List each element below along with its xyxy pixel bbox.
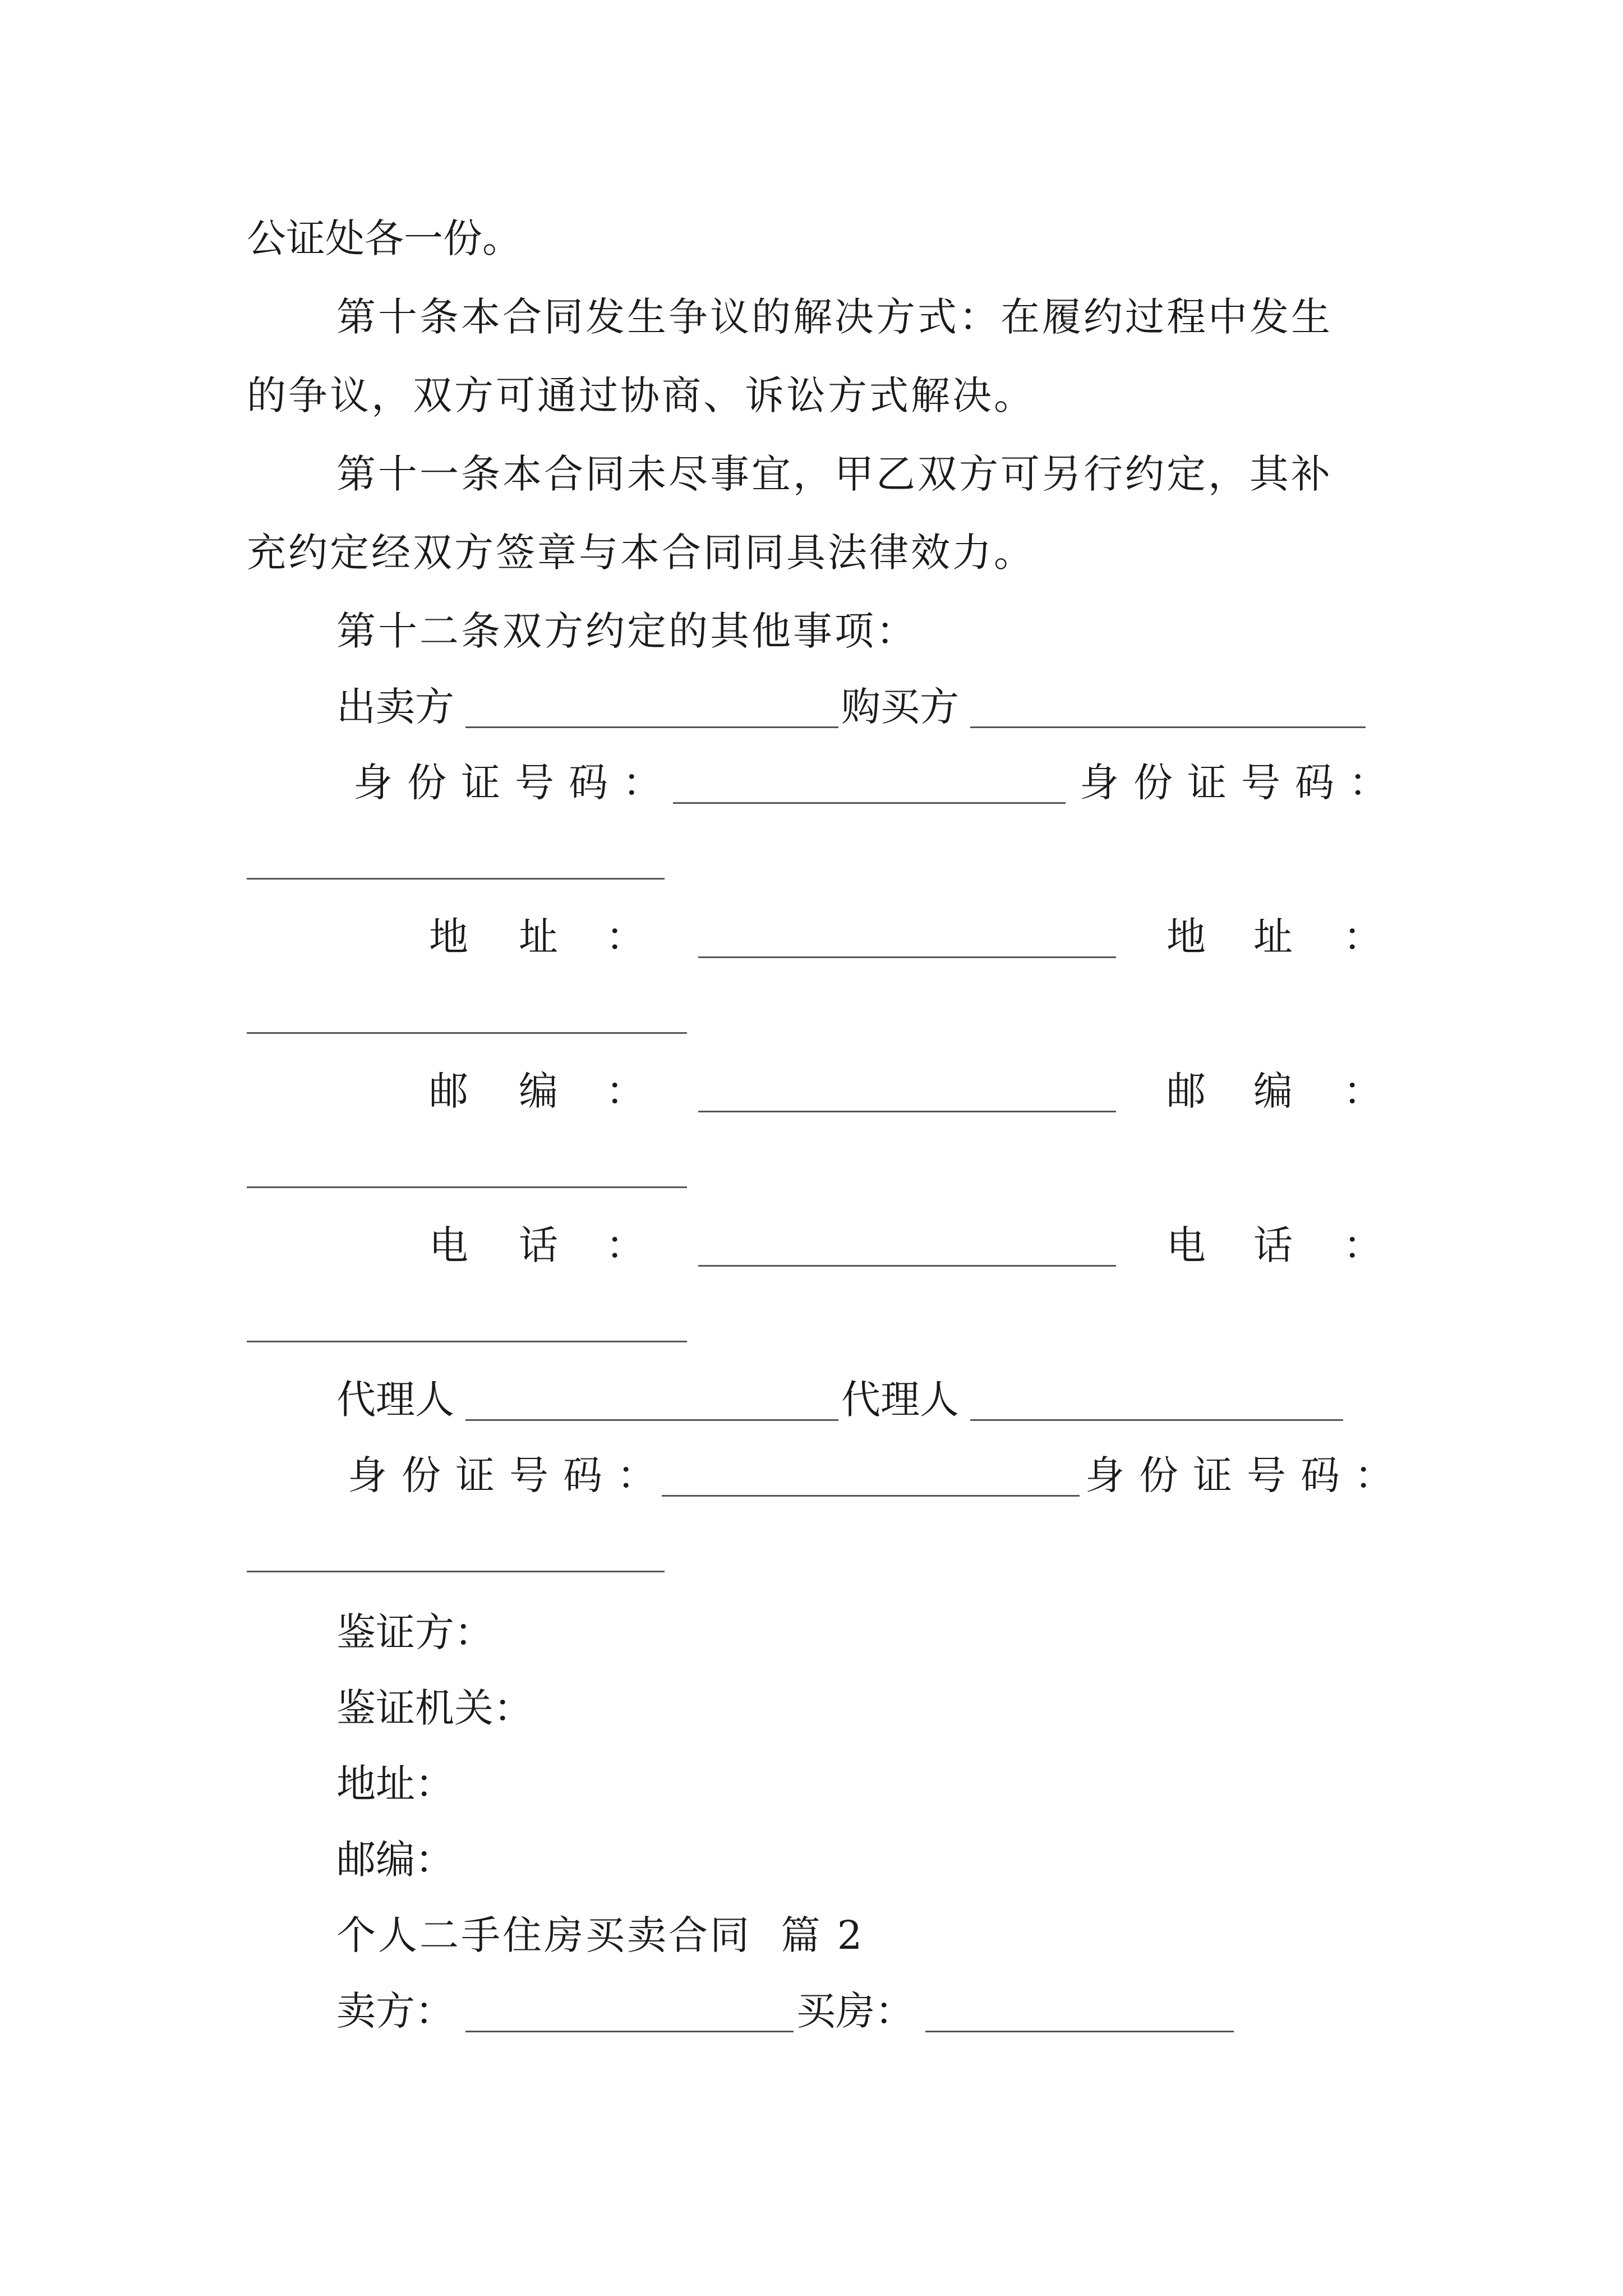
seller-address-char-1: 地 xyxy=(429,914,468,960)
seller-phone-char-2: 话 xyxy=(519,1222,558,1268)
postcode-label: 邮编： xyxy=(336,1837,454,1883)
seller-phone-colon: ： xyxy=(606,1222,645,1268)
notary-org-label: 鉴证机关： xyxy=(336,1685,533,1731)
buyer-address-blank[interactable] xyxy=(247,1032,687,1034)
article-11-line1: 第十一条本合同未尽事宜，甲乙双方可另行约定，其补 xyxy=(336,451,1332,497)
seller-agent-id-blank[interactable] xyxy=(662,1495,1080,1497)
buyer-address-char-1: 地 xyxy=(1166,914,1206,960)
seller2-blank[interactable] xyxy=(465,2031,794,2032)
buyer-address-char-2: 址 xyxy=(1253,914,1293,960)
seller-agent-blank[interactable] xyxy=(465,1419,838,1421)
seller-blank[interactable] xyxy=(465,726,838,728)
buyer2-blank[interactable] xyxy=(925,2031,1234,2032)
buyer-phone-char-1: 电 xyxy=(1166,1222,1206,1268)
buyer-id-label: 身份证号码： xyxy=(1080,760,1403,806)
seller-address-colon: ： xyxy=(606,914,645,960)
seller-id-label: 身份证号码： xyxy=(353,760,676,806)
buyer-phone-colon: ： xyxy=(1343,1222,1382,1268)
buyer-postcode-colon: ： xyxy=(1343,1068,1382,1114)
buyer-agent-id-blank[interactable] xyxy=(247,1571,665,1572)
buyer-address-colon: ： xyxy=(1343,914,1382,960)
seller-agent-id-label: 身份证号码： xyxy=(348,1452,671,1498)
address-label: 地址： xyxy=(336,1761,454,1807)
seller-label: 出卖方 xyxy=(336,684,454,730)
article-10-line2: 的争议，双方可通过协商、诉讼方式解决。 xyxy=(247,372,1035,418)
buyer-blank[interactable] xyxy=(970,726,1366,728)
article-11-line2: 充约定经双方签章与本合同同具法律效力。 xyxy=(247,530,1035,576)
seller2-label: 卖方： xyxy=(336,1988,454,2034)
buyer-agent-id-label: 身份证号码： xyxy=(1085,1452,1408,1498)
buyer-phone-char-2: 话 xyxy=(1253,1222,1293,1268)
article-10-line1: 第十条本合同发生争议的解决方式：在履约过程中发生 xyxy=(336,294,1332,340)
seller-phone-blank[interactable] xyxy=(698,1265,1116,1267)
seller-address-blank[interactable] xyxy=(698,956,1116,958)
buyer-postcode-char-1: 邮 xyxy=(1166,1068,1206,1114)
buyer-postcode-char-2: 编 xyxy=(1253,1068,1293,1114)
buyer-agent-label: 代理人 xyxy=(841,1377,959,1423)
seller-id-blank[interactable] xyxy=(673,802,1066,804)
buyer2-label: 买房： xyxy=(796,1988,914,2034)
seller-agent-label: 代理人 xyxy=(336,1377,454,1423)
article-12: 第十二条双方约定的其他事项： xyxy=(336,608,917,654)
notary-party-label: 鉴证方： xyxy=(336,1609,494,1655)
seller-postcode-blank[interactable] xyxy=(698,1111,1116,1112)
text-line: 公证处各一份。 xyxy=(247,215,522,261)
buyer-postcode-blank[interactable] xyxy=(247,1186,687,1188)
seller-postcode-char-1: 邮 xyxy=(429,1068,468,1114)
seller-phone-char-1: 电 xyxy=(429,1222,468,1268)
section-2-title: 个人二手住房买卖合同 篇 2 xyxy=(336,1912,865,1958)
buyer-id-blank[interactable] xyxy=(247,878,665,880)
seller-address-char-2: 址 xyxy=(519,914,558,960)
seller-postcode-char-2: 编 xyxy=(519,1068,558,1114)
buyer-phone-blank[interactable] xyxy=(247,1341,687,1342)
buyer-agent-blank[interactable] xyxy=(970,1419,1343,1421)
seller-postcode-colon: ： xyxy=(606,1068,645,1114)
buyer-label: 购买方 xyxy=(841,684,959,730)
